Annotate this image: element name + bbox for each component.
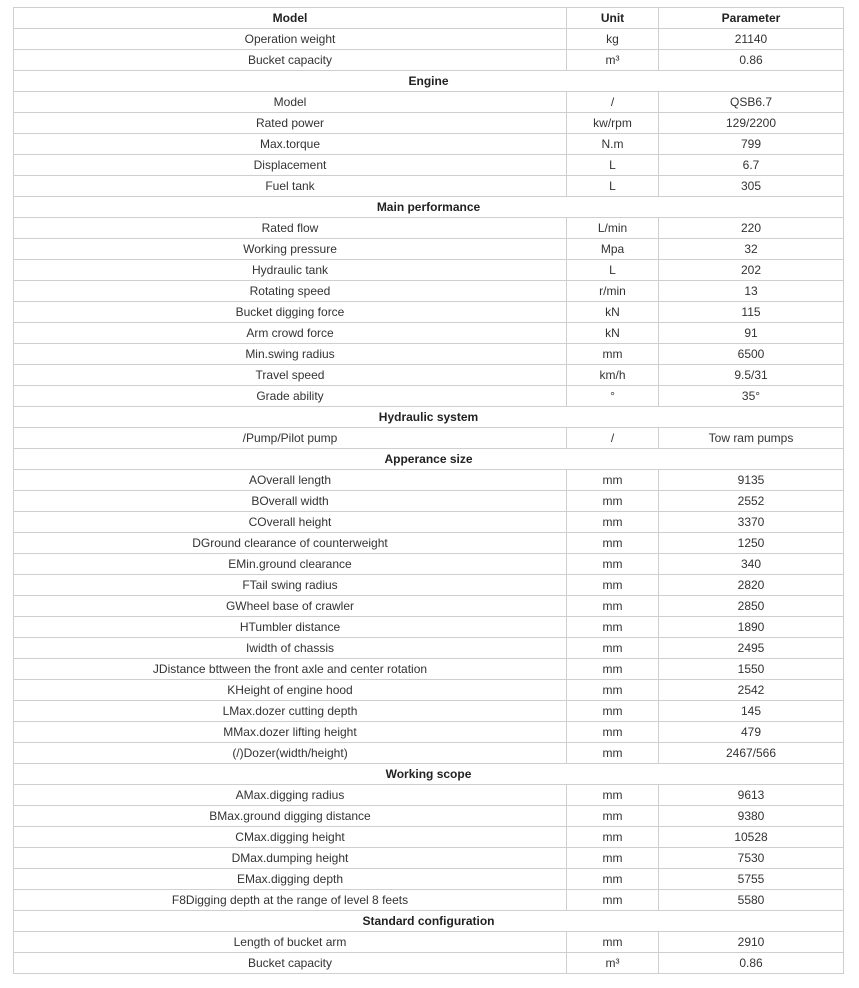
table-row (14, 386, 844, 407)
spec-name-cell: /Pump/Pilot pump (14, 428, 567, 449)
table-row (14, 848, 844, 869)
spec-unit-cell: kN (567, 323, 659, 344)
spec-name-cell: Rated power (14, 113, 567, 134)
spec-value-cell: 9.5/31 (659, 365, 844, 386)
header-model: Model (14, 8, 567, 29)
table-row (14, 953, 844, 974)
section-title: Main performance (14, 197, 844, 218)
spec-unit-cell: mm (567, 596, 659, 617)
spec-unit-cell: / (567, 428, 659, 449)
spec-unit-cell: L (567, 176, 659, 197)
section-title: Apperance size (14, 449, 844, 470)
spec-name-cell: BMax.ground digging distance (14, 806, 567, 827)
spec-unit-cell: mm (567, 890, 659, 911)
spec-unit-cell: mm (567, 491, 659, 512)
spec-unit-cell: mm (567, 533, 659, 554)
spec-unit-cell: mm (567, 638, 659, 659)
spec-name-cell: Rotating speed (14, 281, 567, 302)
section-header-row (14, 197, 844, 218)
table-row (14, 554, 844, 575)
spec-value-cell: 35° (659, 386, 844, 407)
spec-value-cell: 2850 (659, 596, 844, 617)
spec-name-cell: Displacement (14, 155, 567, 176)
table-row (14, 638, 844, 659)
spec-name-cell: MMax.dozer lifting height (14, 722, 567, 743)
spec-unit-cell: mm (567, 806, 659, 827)
spec-value-cell: 5580 (659, 890, 844, 911)
table-row (14, 491, 844, 512)
spec-value-cell: 2467/566 (659, 743, 844, 764)
spec-unit-cell: km/h (567, 365, 659, 386)
spec-name-cell: Fuel tank (14, 176, 567, 197)
spec-name-cell: Arm crowd force (14, 323, 567, 344)
table-row (14, 302, 844, 323)
spec-unit-cell: m³ (567, 50, 659, 71)
spec-value-cell: 10528 (659, 827, 844, 848)
spec-unit-cell: mm (567, 512, 659, 533)
section-title: Hydraulic system (14, 407, 844, 428)
spec-name-cell: EMax.digging depth (14, 869, 567, 890)
spec-value-cell: 9613 (659, 785, 844, 806)
table-row (14, 92, 844, 113)
spec-value-cell: 1890 (659, 617, 844, 638)
table-row (14, 785, 844, 806)
section-header-row (14, 449, 844, 470)
spec-unit-cell: mm (567, 659, 659, 680)
spec-unit-cell: mm (567, 470, 659, 491)
spec-name-cell: AOverall length (14, 470, 567, 491)
section-header-row (14, 911, 844, 932)
spec-unit-cell: L (567, 155, 659, 176)
spec-name-cell: COverall height (14, 512, 567, 533)
spec-value-cell: 2542 (659, 680, 844, 701)
spec-value-cell: 340 (659, 554, 844, 575)
spec-table-body (14, 8, 844, 974)
spec-value-cell: Tow ram pumps (659, 428, 844, 449)
table-row (14, 890, 844, 911)
table-row (14, 428, 844, 449)
table-row (14, 722, 844, 743)
spec-value-cell: 5755 (659, 869, 844, 890)
spec-unit-cell: L (567, 260, 659, 281)
table-row (14, 344, 844, 365)
section-header-row (14, 764, 844, 785)
spec-unit-cell: m³ (567, 953, 659, 974)
spec-name-cell: DGround clearance of counterweight (14, 533, 567, 554)
table-row (14, 113, 844, 134)
spec-value-cell: 1550 (659, 659, 844, 680)
spec-unit-cell: mm (567, 743, 659, 764)
spec-value-cell: 115 (659, 302, 844, 323)
table-row (14, 743, 844, 764)
spec-value-cell: 3370 (659, 512, 844, 533)
table-row (14, 155, 844, 176)
spec-name-cell: Rated flow (14, 218, 567, 239)
table-row (14, 323, 844, 344)
spec-name-cell: KHeight of engine hood (14, 680, 567, 701)
spec-value-cell: 6500 (659, 344, 844, 365)
table-row (14, 512, 844, 533)
spec-value-cell: 2552 (659, 491, 844, 512)
spec-value-cell: 220 (659, 218, 844, 239)
table-row (14, 596, 844, 617)
spec-name-cell: JDistance bttween the front axle and center rotation (14, 659, 567, 680)
spec-name-cell: FTail swing radius (14, 575, 567, 596)
spec-unit-cell: mm (567, 701, 659, 722)
spec-name-cell: GWheel base of crawler (14, 596, 567, 617)
table-row (14, 50, 844, 71)
section-title: Engine (14, 71, 844, 92)
spec-value-cell: 479 (659, 722, 844, 743)
spec-unit-cell: mm (567, 722, 659, 743)
spec-value-cell: 2820 (659, 575, 844, 596)
section-header-row (14, 407, 844, 428)
table-row (14, 281, 844, 302)
spec-unit-cell: / (567, 92, 659, 113)
spec-unit-cell: mm (567, 827, 659, 848)
spec-name-cell: Model (14, 92, 567, 113)
spec-unit-cell: mm (567, 554, 659, 575)
spec-value-cell: 7530 (659, 848, 844, 869)
table-row (14, 260, 844, 281)
spec-name-cell: F8Digging depth at the range of level 8 feets (14, 890, 567, 911)
spec-unit-cell: ° (567, 386, 659, 407)
spec-unit-cell: Mpa (567, 239, 659, 260)
spec-value-cell: 91 (659, 323, 844, 344)
spec-value-cell: 9380 (659, 806, 844, 827)
spec-value-cell: 9135 (659, 470, 844, 491)
spec-value-cell: 13 (659, 281, 844, 302)
spec-name-cell: Iwidth of chassis (14, 638, 567, 659)
table-row (14, 932, 844, 953)
spec-table (13, 7, 844, 974)
table-row (14, 239, 844, 260)
spec-name-cell: LMax.dozer cutting depth (14, 701, 567, 722)
spec-value-cell: 0.86 (659, 50, 844, 71)
table-row (14, 869, 844, 890)
table-row (14, 575, 844, 596)
table-row (14, 680, 844, 701)
spec-name-cell: BOverall width (14, 491, 567, 512)
spec-name-cell: Bucket digging force (14, 302, 567, 323)
spec-value-cell: 2910 (659, 932, 844, 953)
spec-name-cell: (/)Dozer(width/height) (14, 743, 567, 764)
spec-value-cell: 1250 (659, 533, 844, 554)
table-row (14, 701, 844, 722)
header-parameter: Parameter (659, 8, 844, 29)
spec-unit-cell: kw/rpm (567, 113, 659, 134)
spec-name-cell: Bucket capacity (14, 953, 567, 974)
spec-value-cell: 2495 (659, 638, 844, 659)
spec-value-cell: 129/2200 (659, 113, 844, 134)
spec-unit-cell: kg (567, 29, 659, 50)
table-row (14, 134, 844, 155)
spec-table-container (13, 7, 843, 974)
section-title: Standard configuration (14, 911, 844, 932)
spec-name-cell: AMax.digging radius (14, 785, 567, 806)
table-row (14, 365, 844, 386)
spec-unit-cell: mm (567, 617, 659, 638)
spec-name-cell: Max.torque (14, 134, 567, 155)
spec-name-cell: Grade ability (14, 386, 567, 407)
spec-value-cell: 21140 (659, 29, 844, 50)
section-title: Working scope (14, 764, 844, 785)
spec-value-cell: 6.7 (659, 155, 844, 176)
spec-name-cell: Bucket capacity (14, 50, 567, 71)
header-unit: Unit (567, 8, 659, 29)
table-row (14, 218, 844, 239)
spec-name-cell: Travel speed (14, 365, 567, 386)
spec-name-cell: EMin.ground clearance (14, 554, 567, 575)
spec-value-cell: 145 (659, 701, 844, 722)
table-row (14, 176, 844, 197)
spec-name-cell: Length of bucket arm (14, 932, 567, 953)
table-row (14, 659, 844, 680)
spec-unit-cell: N.m (567, 134, 659, 155)
spec-unit-cell: kN (567, 302, 659, 323)
spec-name-cell: Operation weight (14, 29, 567, 50)
spec-unit-cell: mm (567, 680, 659, 701)
spec-unit-cell: mm (567, 932, 659, 953)
table-row (14, 29, 844, 50)
spec-value-cell: 202 (659, 260, 844, 281)
spec-unit-cell: mm (567, 848, 659, 869)
spec-value-cell: QSB6.7 (659, 92, 844, 113)
table-row (14, 533, 844, 554)
spec-name-cell: Hydraulic tank (14, 260, 567, 281)
table-row (14, 617, 844, 638)
spec-value-cell: 0.86 (659, 953, 844, 974)
spec-unit-cell: mm (567, 344, 659, 365)
spec-unit-cell: L/min (567, 218, 659, 239)
spec-name-cell: Min.swing radius (14, 344, 567, 365)
spec-unit-cell: mm (567, 785, 659, 806)
spec-name-cell: HTumbler distance (14, 617, 567, 638)
table-row (14, 827, 844, 848)
spec-name-cell: Working pressure (14, 239, 567, 260)
table-row (14, 806, 844, 827)
table-header-row (14, 8, 844, 29)
spec-unit-cell: r/min (567, 281, 659, 302)
spec-unit-cell: mm (567, 869, 659, 890)
spec-value-cell: 305 (659, 176, 844, 197)
section-header-row (14, 71, 844, 92)
spec-name-cell: CMax.digging height (14, 827, 567, 848)
spec-unit-cell: mm (567, 575, 659, 596)
spec-name-cell: DMax.dumping height (14, 848, 567, 869)
spec-value-cell: 799 (659, 134, 844, 155)
spec-value-cell: 32 (659, 239, 844, 260)
table-row (14, 470, 844, 491)
